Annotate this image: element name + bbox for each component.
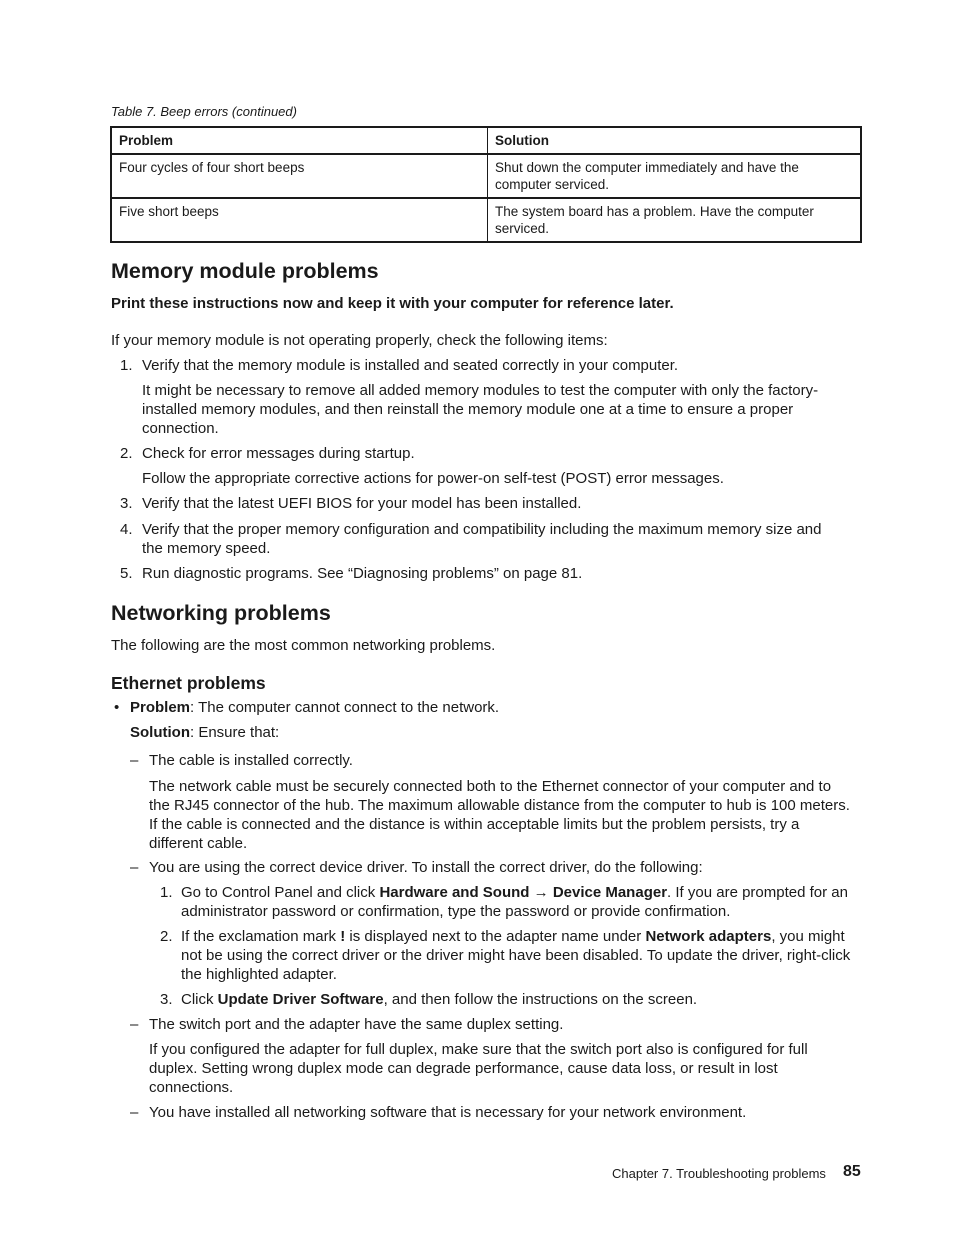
page-number: 85 <box>843 1163 861 1180</box>
duplex-item-detail: If you configured the adapter for full duplex, make sure that the switch port also is configured for full duplex. Setting wrong duplex mode can degrade performance, cause data loss, or result in lost connections. <box>149 1041 808 1096</box>
memory-intro: If your memory module is not operating properly, check the following items: <box>111 332 608 349</box>
list-number: 5. <box>120 565 133 582</box>
table-header-row <box>111 127 861 154</box>
list-number: 4. <box>120 521 133 538</box>
cable-item-text: The cable is installed correctly. <box>149 752 353 769</box>
memory-item-text: Verify that the latest UEFI BIOS for your model has been installed. <box>142 495 582 512</box>
step-number: 1. <box>160 884 173 901</box>
solution-label: Solution <box>130 724 190 741</box>
footer-chapter: Chapter 7. Troubleshooting problems <box>612 1166 826 1181</box>
table-caption: Table 7. Beep errors (continued) <box>111 104 297 119</box>
driver-step-text <box>181 990 861 1009</box>
list-number: 3. <box>120 495 133 512</box>
table-row <box>111 154 861 198</box>
memory-section-title: Memory module problems <box>111 259 379 283</box>
table-cell-problem: Five short beeps <box>111 198 488 242</box>
column-header-solution: Solution <box>488 127 862 154</box>
step-text: is displayed next to the adapter name under <box>345 928 646 945</box>
duplex-item-text: The switch port and the adapter have the same duplex setting. <box>149 1016 564 1033</box>
menu-path-device-manager: Device Manager <box>552 884 668 901</box>
ethernet-problem <box>130 698 850 717</box>
dash-marker: – <box>130 1016 139 1033</box>
memory-print-note: Print these instructions now and keep it with your computer for reference later. <box>111 295 674 312</box>
driver-step-text <box>181 927 861 984</box>
step-text: Go to Control Panel and click <box>181 884 380 901</box>
bullet: • <box>114 699 120 716</box>
arrow-right-icon: → <box>529 884 553 901</box>
step-number: 3. <box>160 991 173 1008</box>
dash-marker: – <box>130 752 139 769</box>
ethernet-subsection-title: Ethernet problems <box>111 673 266 693</box>
dash-marker: – <box>130 859 139 876</box>
table-row <box>111 198 861 242</box>
list-number: 1. <box>120 357 133 374</box>
beep-errors-table <box>110 126 862 243</box>
list-number: 2. <box>120 445 133 462</box>
table-cell-solution: The system board has a problem. Have the computer serviced. <box>488 198 862 242</box>
menu-path-hardware-and-sound: Hardware and Sound <box>379 884 530 901</box>
step-text: . If you are prompted for an administrator password or confirmation, type the password or provide confirmation. <box>181 884 848 920</box>
step-text: , and then follow the instructions on the screen. <box>383 991 698 1008</box>
memory-item-text: Verify that the memory module is installed and seated correctly in your computer. <box>142 357 679 374</box>
memory-item-detail: It might be necessary to remove all added memory modules to test the computer with only the factory-installed memory modules, and then reinstall the memory module one at a time to ensure a proper connection. <box>142 382 819 437</box>
problem-text: : The computer cannot connect to the network. <box>190 699 500 716</box>
network-adapters-label: Network adapters <box>645 928 772 945</box>
memory-item-detail: Follow the appropriate corrective actions for power-on self-test (POST) error messages. <box>142 470 724 487</box>
networking-section-title: Networking problems <box>111 601 331 625</box>
step-text: , you might not be using the correct driver or the driver might have been disabled. To update the driver, right-click the highlighted adapter. <box>181 928 851 983</box>
update-driver-software-label: Update Driver Software <box>217 991 384 1008</box>
memory-item-text: Run diagnostic programs. See “Diagnosing problems” on page 81. <box>142 565 583 582</box>
problem-label: Problem <box>130 699 191 716</box>
column-header-problem: Problem <box>111 127 488 154</box>
memory-item-text: Check for error messages during startup. <box>142 445 415 462</box>
software-item-text: You have installed all networking software that is necessary for your network environment. <box>149 1104 747 1121</box>
cable-item-detail: The network cable must be securely connected both to the Ethernet connector of your computer and to the RJ45 connector of the hub. The maximum allowable distance from the computer to hub is 100 meters. If the cable is connected and the distance is within acceptable limits but the problem persists, try a different cable. <box>149 778 850 852</box>
step-number: 2. <box>160 928 173 945</box>
memory-item-text: Verify that the proper memory configuration and compatibility including the maximum memory size and the memory speed. <box>142 521 822 557</box>
solution-text: : Ensure that: <box>190 724 280 741</box>
table-cell-problem: Four cycles of four short beeps <box>111 154 488 198</box>
networking-intro: The following are the most common networking problems. <box>111 637 496 654</box>
step-text: If the exclamation mark <box>181 928 341 945</box>
table-cell-solution: Shut down the computer immediately and have the computer serviced. <box>488 154 862 198</box>
driver-item-text: You are using the correct device driver. To install the correct driver, do the following: <box>149 859 703 876</box>
dash-marker: – <box>130 1104 139 1121</box>
exclamation-mark-icon: ! <box>340 928 346 945</box>
ethernet-solution <box>130 723 850 742</box>
driver-step-text <box>181 883 861 921</box>
step-text: Click <box>181 991 218 1008</box>
